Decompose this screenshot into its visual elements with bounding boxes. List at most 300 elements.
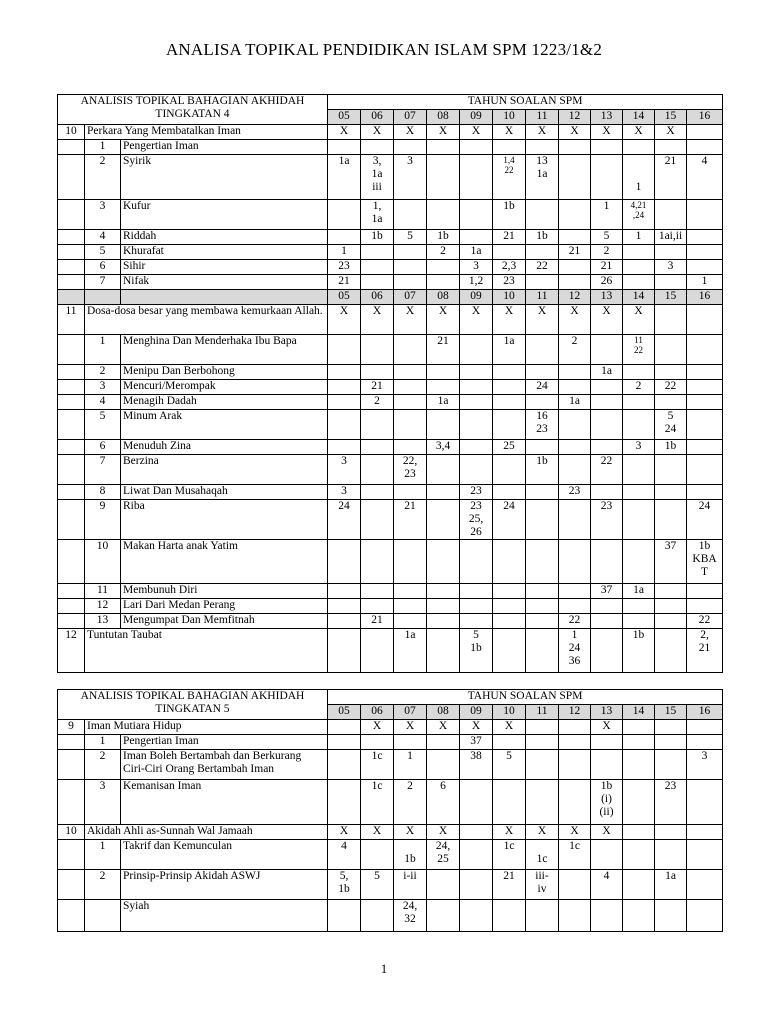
subtopic-number: 3 <box>85 780 121 825</box>
blank-cell <box>58 245 85 260</box>
subtopic-title: Prinsip-Prinsip Akidah ASWJ <box>121 870 328 900</box>
question-cell: X <box>591 125 623 140</box>
question-cell: 3 <box>655 260 687 275</box>
blank-cell <box>58 584 85 599</box>
question-cell <box>361 840 394 870</box>
question-cell <box>591 335 623 365</box>
question-cell <box>591 840 623 870</box>
question-cell: X <box>591 825 623 840</box>
subtopic-number: 4 <box>85 230 121 245</box>
question-cell <box>460 440 493 455</box>
question-cell: X <box>559 825 591 840</box>
question-cell <box>655 200 687 230</box>
question-cell: X <box>493 305 526 335</box>
year-cell: 07 <box>394 705 427 720</box>
question-cell <box>655 599 687 614</box>
question-cell: 1, 1a <box>361 200 394 230</box>
question-cell: 1b <box>361 230 394 245</box>
blank-cell <box>58 500 85 540</box>
question-cell: 2 <box>559 335 591 365</box>
subtopic-row <box>58 335 723 365</box>
question-cell <box>493 140 526 155</box>
question-cell <box>559 900 591 932</box>
question-cell <box>394 380 427 395</box>
question-cell: 5 <box>493 750 526 780</box>
question-cell: 1a <box>427 395 460 410</box>
subtopic-title: Riba <box>121 500 328 540</box>
question-cell: 2 <box>591 245 623 260</box>
question-cell <box>591 380 623 395</box>
question-cell <box>328 735 361 750</box>
blank-cell <box>58 410 85 440</box>
question-cell <box>687 140 723 155</box>
year-cell: 15 <box>655 110 687 125</box>
question-cell: X <box>394 720 427 735</box>
subtopic-row <box>58 500 723 540</box>
question-cell <box>623 140 655 155</box>
question-cell <box>687 245 723 260</box>
question-cell <box>559 584 591 599</box>
question-cell: 1 <box>591 200 623 230</box>
question-cell: 6 <box>427 780 460 825</box>
question-cell <box>493 455 526 485</box>
question-cell: 3 <box>328 485 361 500</box>
question-cell <box>623 245 655 260</box>
question-cell: 24, 32 <box>394 900 427 932</box>
question-cell: 11 22 <box>623 335 655 365</box>
question-cell: 21 <box>427 335 460 365</box>
year-cell: 12 <box>559 110 591 125</box>
question-cell: 1c <box>361 780 394 825</box>
question-cell <box>427 260 460 275</box>
question-cell <box>687 485 723 500</box>
subtopic-number: 5 <box>85 410 121 440</box>
question-cell <box>687 825 723 840</box>
question-cell <box>361 275 394 290</box>
question-cell: 24 <box>493 500 526 540</box>
topic-title: Iman Mutiara Hidup <box>85 720 328 735</box>
question-cell: 1b (i) (ii) <box>591 780 623 825</box>
blank-cell <box>58 900 85 932</box>
subtopic-title: Kufur <box>121 200 328 230</box>
question-cell <box>623 260 655 275</box>
subtopic-row <box>58 155 723 200</box>
question-cell <box>361 260 394 275</box>
question-cell <box>460 540 493 584</box>
topic-row <box>58 720 723 735</box>
question-cell <box>328 440 361 455</box>
year-cell: 13 <box>591 110 623 125</box>
question-cell <box>493 410 526 440</box>
question-cell: 21 <box>493 870 526 900</box>
question-cell: 1a <box>623 584 655 599</box>
question-cell <box>591 599 623 614</box>
question-cell <box>623 840 655 870</box>
question-cell <box>427 200 460 230</box>
question-cell <box>687 200 723 230</box>
topical-table-tingkatan-5 <box>57 689 723 932</box>
question-cell <box>328 900 361 932</box>
question-cell: X <box>427 825 460 840</box>
question-cell <box>427 500 460 540</box>
question-cell <box>591 629 623 673</box>
subtopic-title: Nifak <box>121 275 328 290</box>
question-cell <box>361 540 394 584</box>
question-cell <box>655 365 687 380</box>
question-cell <box>655 629 687 673</box>
question-cell: X <box>559 305 591 335</box>
subtopic-number: 1 <box>85 735 121 750</box>
subtopic-row <box>58 840 723 870</box>
subtopic-row <box>58 440 723 455</box>
question-cell <box>526 900 559 932</box>
question-cell <box>591 395 623 410</box>
year-cell: 08 <box>427 110 460 125</box>
question-cell: 3, 1a iii <box>361 155 394 200</box>
question-cell <box>687 410 723 440</box>
subtopic-row <box>58 395 723 410</box>
question-cell: 2 <box>361 395 394 410</box>
question-cell <box>394 140 427 155</box>
question-cell <box>623 275 655 290</box>
question-cell <box>460 155 493 200</box>
topic-title: Perkara Yang Membatalkan Iman <box>85 125 328 140</box>
question-cell: 25 <box>493 440 526 455</box>
topic-title: Akidah Ahli as-Sunnah Wal Jamaah <box>85 825 328 840</box>
question-cell: X <box>526 125 559 140</box>
question-cell <box>623 870 655 900</box>
question-cell: 1c <box>361 750 394 780</box>
question-cell: 1 <box>328 245 361 260</box>
year-cell: 09 <box>460 290 493 305</box>
question-cell: X <box>460 125 493 140</box>
question-cell: 16 23 <box>526 410 559 440</box>
question-cell: 2,3 <box>493 260 526 275</box>
question-cell <box>394 735 427 750</box>
question-cell: 1a <box>655 870 687 900</box>
year-cell: 05 <box>328 705 361 720</box>
subtopic-row <box>58 584 723 599</box>
question-cell <box>361 410 394 440</box>
question-cell <box>427 540 460 584</box>
question-cell <box>493 485 526 500</box>
question-cell <box>559 410 591 440</box>
question-cell: X <box>328 125 361 140</box>
subtopic-title: Riddah <box>121 230 328 245</box>
question-cell: X <box>328 305 361 335</box>
question-cell <box>559 140 591 155</box>
question-cell <box>526 335 559 365</box>
section-header: ANALISIS TOPIKAL BAHAGIAN AKHIDAH TINGKATAN 4 <box>58 95 328 125</box>
question-cell: 13 1a <box>526 155 559 200</box>
question-cell <box>394 599 427 614</box>
year-cell: 13 <box>591 705 623 720</box>
year-cell: 11 <box>526 705 559 720</box>
question-cell <box>460 365 493 380</box>
question-cell: 24 <box>687 500 723 540</box>
question-cell: 23 <box>559 485 591 500</box>
question-cell <box>427 485 460 500</box>
subtopic-number: 1 <box>85 840 121 870</box>
question-cell <box>427 275 460 290</box>
question-cell <box>687 584 723 599</box>
question-cell: 4 <box>591 870 623 900</box>
page-title: ANALISA TOPIKAL PENDIDIKAN ISLAM SPM 1223/1&2 <box>165 40 603 59</box>
blank-cell <box>58 735 85 750</box>
question-cell <box>591 540 623 584</box>
question-cell <box>623 825 655 840</box>
subtopic-row <box>58 260 723 275</box>
question-cell <box>591 140 623 155</box>
question-cell <box>623 485 655 500</box>
question-cell <box>526 614 559 629</box>
subtopic-number: 1 <box>85 140 121 155</box>
question-cell: 5, 1b <box>328 870 361 900</box>
question-cell: 1,4 22 <box>493 155 526 200</box>
blank-cell <box>58 750 85 780</box>
question-cell <box>559 155 591 200</box>
question-cell <box>526 599 559 614</box>
question-cell <box>394 584 427 599</box>
page-number: 1 <box>380 961 388 976</box>
subtopic-number <box>85 900 121 932</box>
subtopic-title: Berzina <box>121 455 328 485</box>
blank-cell <box>58 335 85 365</box>
subtopic-number: 8 <box>85 485 121 500</box>
question-cell <box>460 599 493 614</box>
year-cell: 07 <box>394 290 427 305</box>
question-cell: 1,2 <box>460 275 493 290</box>
question-cell: 1c <box>559 840 591 870</box>
question-cell <box>328 230 361 245</box>
question-cell: 2 <box>623 380 655 395</box>
question-cell: 21 <box>493 230 526 245</box>
subtopic-title: Khurafat <box>121 245 328 260</box>
subtopic-number: 5 <box>85 245 121 260</box>
subtopic-number: 6 <box>85 440 121 455</box>
blank-cell <box>58 485 85 500</box>
question-cell <box>361 584 394 599</box>
question-cell <box>655 245 687 260</box>
question-cell <box>427 750 460 780</box>
question-cell <box>526 720 559 735</box>
question-cell: 23 <box>591 500 623 540</box>
year-cell: 13 <box>591 290 623 305</box>
subtopic-title: Lari Dari Medan Perang <box>121 599 328 614</box>
question-cell <box>687 335 723 365</box>
subtopic-row <box>58 780 723 825</box>
topic-title: Dosa-dosa besar yang membawa kemurkaan Allah. <box>85 305 328 335</box>
question-cell <box>493 900 526 932</box>
question-cell <box>655 900 687 932</box>
question-cell <box>623 614 655 629</box>
question-cell <box>328 584 361 599</box>
question-cell <box>361 485 394 500</box>
question-cell: 23 <box>493 275 526 290</box>
blank-cell <box>58 614 85 629</box>
question-cell <box>687 840 723 870</box>
question-cell <box>559 260 591 275</box>
year-cell: 10 <box>493 705 526 720</box>
subtopic-title: Mencuri/Merompak <box>121 380 328 395</box>
question-cell <box>559 720 591 735</box>
question-cell: 1 <box>623 155 655 200</box>
question-cell: X <box>427 305 460 335</box>
topic-number: 12 <box>58 629 85 673</box>
question-cell <box>394 395 427 410</box>
question-cell <box>361 735 394 750</box>
section-header: ANALISIS TOPIKAL BAHAGIAN AKHIDAH TINGKATAN 5 <box>58 690 328 720</box>
question-cell <box>493 380 526 395</box>
year-cell: 05 <box>328 110 361 125</box>
subtopic-number: 7 <box>85 455 121 485</box>
topic-title: Tuntutan Taubat <box>85 629 328 673</box>
question-cell: 21 <box>361 380 394 395</box>
year-cell: 16 <box>687 705 723 720</box>
year-cell: 14 <box>623 705 655 720</box>
subtopic-title: Makan Harta anak Yatim <box>121 540 328 584</box>
question-cell <box>559 365 591 380</box>
question-cell: 1a <box>559 395 591 410</box>
question-cell <box>493 629 526 673</box>
question-cell <box>687 365 723 380</box>
question-cell <box>328 140 361 155</box>
blank-cell <box>58 380 85 395</box>
question-cell: 1ai,ii <box>655 230 687 245</box>
question-cell <box>655 395 687 410</box>
subtopic-title: Syirik <box>121 155 328 200</box>
year-cell: 09 <box>460 705 493 720</box>
year-cell: 08 <box>427 290 460 305</box>
question-cell <box>591 485 623 500</box>
subtopic-row <box>58 365 723 380</box>
question-cell <box>394 540 427 584</box>
subtopic-number: 2 <box>85 155 121 200</box>
question-cell <box>655 455 687 485</box>
question-cell <box>460 230 493 245</box>
subtopic-row <box>58 485 723 500</box>
question-cell <box>361 500 394 540</box>
question-cell <box>394 275 427 290</box>
question-cell <box>623 735 655 750</box>
topic-row <box>58 825 723 840</box>
question-cell <box>460 900 493 932</box>
question-cell <box>328 365 361 380</box>
question-cell: 23 <box>655 780 687 825</box>
question-cell <box>361 335 394 365</box>
subtopic-title: Liwat Dan Musahaqah <box>121 485 328 500</box>
subtopic-row <box>58 245 723 260</box>
year-cell: 10 <box>493 290 526 305</box>
question-cell <box>655 305 687 335</box>
subtopic-row <box>58 735 723 750</box>
question-cell <box>559 780 591 825</box>
question-cell: X <box>361 720 394 735</box>
question-cell <box>427 410 460 440</box>
blank-cell <box>121 290 328 305</box>
question-cell <box>623 395 655 410</box>
question-cell <box>361 900 394 932</box>
blank-cell <box>58 599 85 614</box>
year-cell: 16 <box>687 290 723 305</box>
topic-number: 9 <box>58 720 85 735</box>
question-cell <box>559 599 591 614</box>
subtopic-row <box>58 599 723 614</box>
question-cell: 22 <box>559 614 591 629</box>
question-cell: 4 <box>687 155 723 200</box>
question-cell <box>559 540 591 584</box>
question-cell <box>655 720 687 735</box>
question-cell <box>361 140 394 155</box>
question-cell <box>526 365 559 380</box>
question-cell: 1 <box>623 230 655 245</box>
subtopic-title: Syiah <box>121 900 328 932</box>
question-cell <box>591 410 623 440</box>
question-cell: X <box>460 305 493 335</box>
question-cell <box>623 750 655 780</box>
question-cell: 24 <box>328 500 361 540</box>
question-cell <box>328 750 361 780</box>
question-cell <box>394 245 427 260</box>
subtopic-number: 3 <box>85 200 121 230</box>
subtopic-row <box>58 230 723 245</box>
question-cell: 2, 21 <box>687 629 723 673</box>
subtopic-number: 9 <box>85 500 121 540</box>
question-cell: 4 <box>328 840 361 870</box>
question-cell <box>460 395 493 410</box>
subtopic-row <box>58 380 723 395</box>
question-cell: 1c <box>493 840 526 870</box>
question-cell <box>427 365 460 380</box>
subtopic-title: Kemanisan Iman <box>121 780 328 825</box>
year-cell: 10 <box>493 110 526 125</box>
question-cell: 22 <box>526 260 559 275</box>
question-cell: X <box>623 125 655 140</box>
question-cell <box>591 440 623 455</box>
subtopic-title: Menipu Dan Berbohong <box>121 365 328 380</box>
question-cell <box>526 485 559 500</box>
year-cell: 11 <box>526 110 559 125</box>
question-cell <box>655 275 687 290</box>
question-cell: 3 <box>460 260 493 275</box>
question-cell <box>623 365 655 380</box>
question-cell: 1b <box>493 200 526 230</box>
question-cell <box>591 614 623 629</box>
question-cell <box>687 305 723 335</box>
question-cell <box>493 540 526 584</box>
year-cell: 16 <box>687 110 723 125</box>
question-cell: 21 <box>655 155 687 200</box>
question-cell: 23 25, 26 <box>460 500 493 540</box>
blank-cell <box>58 395 85 410</box>
question-cell <box>328 780 361 825</box>
question-cell <box>623 720 655 735</box>
question-cell: X <box>328 825 361 840</box>
subtopic-row <box>58 140 723 155</box>
question-cell <box>559 440 591 455</box>
year-cell: 07 <box>394 110 427 125</box>
question-cell <box>687 720 723 735</box>
question-cell: 23 <box>328 260 361 275</box>
question-cell <box>526 140 559 155</box>
year-header-row <box>58 290 723 305</box>
year-cell: 09 <box>460 110 493 125</box>
question-cell <box>655 735 687 750</box>
question-cell <box>526 395 559 410</box>
question-cell <box>623 455 655 485</box>
subtopic-title: Sihir <box>121 260 328 275</box>
question-cell <box>361 365 394 380</box>
